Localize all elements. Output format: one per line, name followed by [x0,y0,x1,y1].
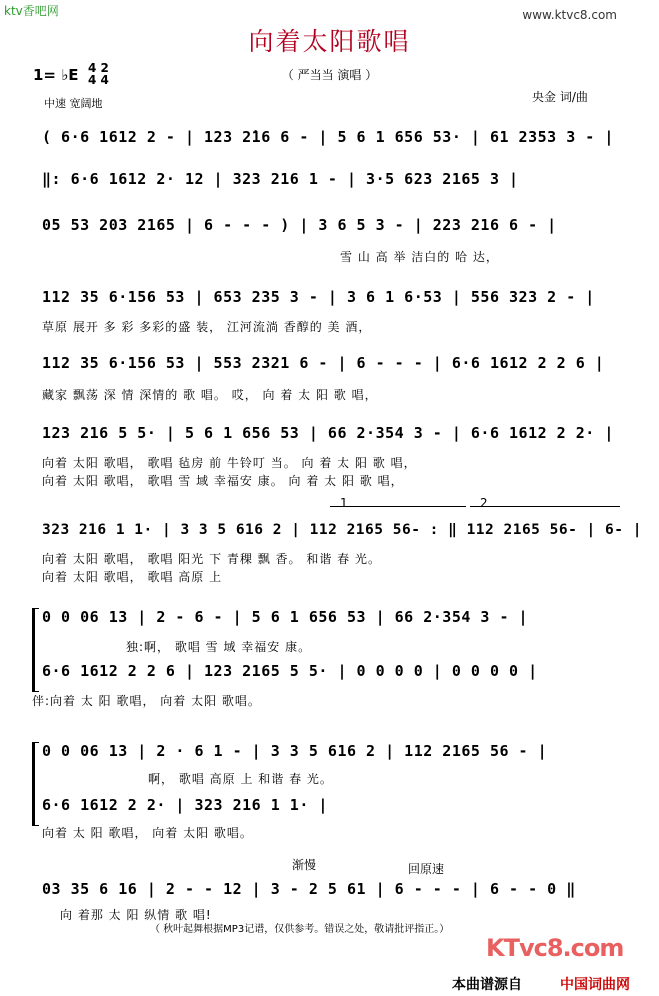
site-url-right: www.ktvc8.com [522,8,617,22]
volta-2-line [470,506,620,507]
watermark-text: KTvc8.com [486,934,624,962]
lyric-line: 向着 太阳 歌唱， 歌唱 雪 域 幸福安 康。 向 着 太 阳 歌 唱， [42,474,404,488]
song-title: 向着太阳歌唱 [248,27,411,56]
notation-row: 323 216 1 1· | 3 3 5 616 2 | 112 2165 56- : ‖ 112 2165 56- | 6- | [42,522,642,538]
lyric-line: 伴:向着 太 阳 歌唱， 向着 太阳 歌唱。 [32,694,261,708]
notation-row: ‖: 6·6 1612 2· 12 | 323 216 1 - | 3·5 623 2165 3 | [42,170,519,188]
lyric-line: 向着 太 阳 歌唱， 向着 太阳 歌唱。 [42,826,253,840]
system-bracket-1 [32,608,39,692]
notation-row: 112 35 6·156 53 | 653 235 3 - | 3 6 1 6·53 | 556 323 2 - | [42,288,595,306]
notation-row: 05 53 203 2165 | 6 - - - ) | 3 6 5 3 - | 223 216 6 - | [42,216,557,234]
lyric-line: 向着 太阳 歌唱， 歌唱 毡房 前 牛铃叮 当。 向 着 太 阳 歌 唱， [42,456,417,470]
notation-row: 112 35 6·156 53 | 553 2321 6 - | 6 - - - | 6·6 1612 2 2 6 | [42,354,605,372]
a-tempo-marking: 回原速 [408,862,445,876]
time-signature-top: 4 2 [88,61,109,75]
notation-row: 0 0 06 13 | 2 · 6 1 - | 3 3 5 616 2 | 112 2165 56 - | [42,742,548,760]
notation-row: 123 216 5 5· | 5 6 1 656 53 | 66 2·354 3 - | 6·6 1612 2 2· | [42,424,614,442]
system-bracket-2 [32,742,39,826]
notation-row: 6·6 1612 2 2 6 | 123 2165 5 5· | 0 0 0 0 | 0 0 0 0 | [42,662,538,680]
volta-1-line [330,506,466,507]
tempo-marking: 中速 宽阔地 [44,97,103,110]
lyric-line: 啊， 歌唱 高原 上 和谐 春 光。 [148,772,333,786]
source-site: 中国词曲网 [560,977,630,993]
notation-row: 03 35 6 16 | 2 - - 12 | 3 - 2 5 61 | 6 - - - | 6 - - 0 ‖ [42,880,576,898]
time-signature [88,62,109,86]
transcription-note: （ 秋叶起舞根据MP3记谱，仅供参考。错误之处，敬请批评指正。） [150,924,450,935]
watermark-logo [486,934,623,962]
source-label: 本曲谱源自 [452,977,522,993]
lyric-line: 藏家 飘荡 深 情 深情的 歌 唱。 哎， 向 着 太 阳 歌 唱， [42,388,378,402]
lyric-line: 向 着那 太 阳 纵情 歌 唱! [60,908,212,922]
author-credit: 央金 词/曲 [532,90,588,104]
lyric-line: 向着 太阳 歌唱， 歌唱 高原 上 [42,570,223,584]
lyric-line: 向着 太阳 歌唱， 歌唱 阳光 下 青稞 飘 香。 和谐 春 光。 [42,552,381,566]
key-signature: 1= ♭E [33,66,79,84]
volta-1-label: 1 [340,496,348,510]
notation-row: 6·6 1612 2 2· | 323 216 1 1· | [42,796,328,814]
ritardando-marking: 渐慢 [292,858,317,872]
volta-2-label: 2 [480,496,488,510]
lyric-line: 雪 山 高 举 洁白的 哈 达， [340,250,499,264]
notation-row: 0 0 06 13 | 2 - 6 - | 5 6 1 656 53 | 66 2·354 3 - | [42,608,529,626]
lyric-line: 草原 展开 多 彩 多彩的盛 装， 江河流淌 香醇的 美 酒， [42,320,372,334]
notation-row: ( 6·6 1612 2 - | 123 2̇16 6 - | 5 6 1 656 53· | 61 2353 3 - | [42,128,614,146]
lyric-line: 独:啊， 歌唱 雪 域 幸福安 康。 [126,640,312,654]
site-logo-left: ktv香吧网 [4,4,59,18]
time-signature-bottom: 4 4 [88,73,109,87]
performer-credit: （ 严当当 演唱 ） [281,68,378,82]
